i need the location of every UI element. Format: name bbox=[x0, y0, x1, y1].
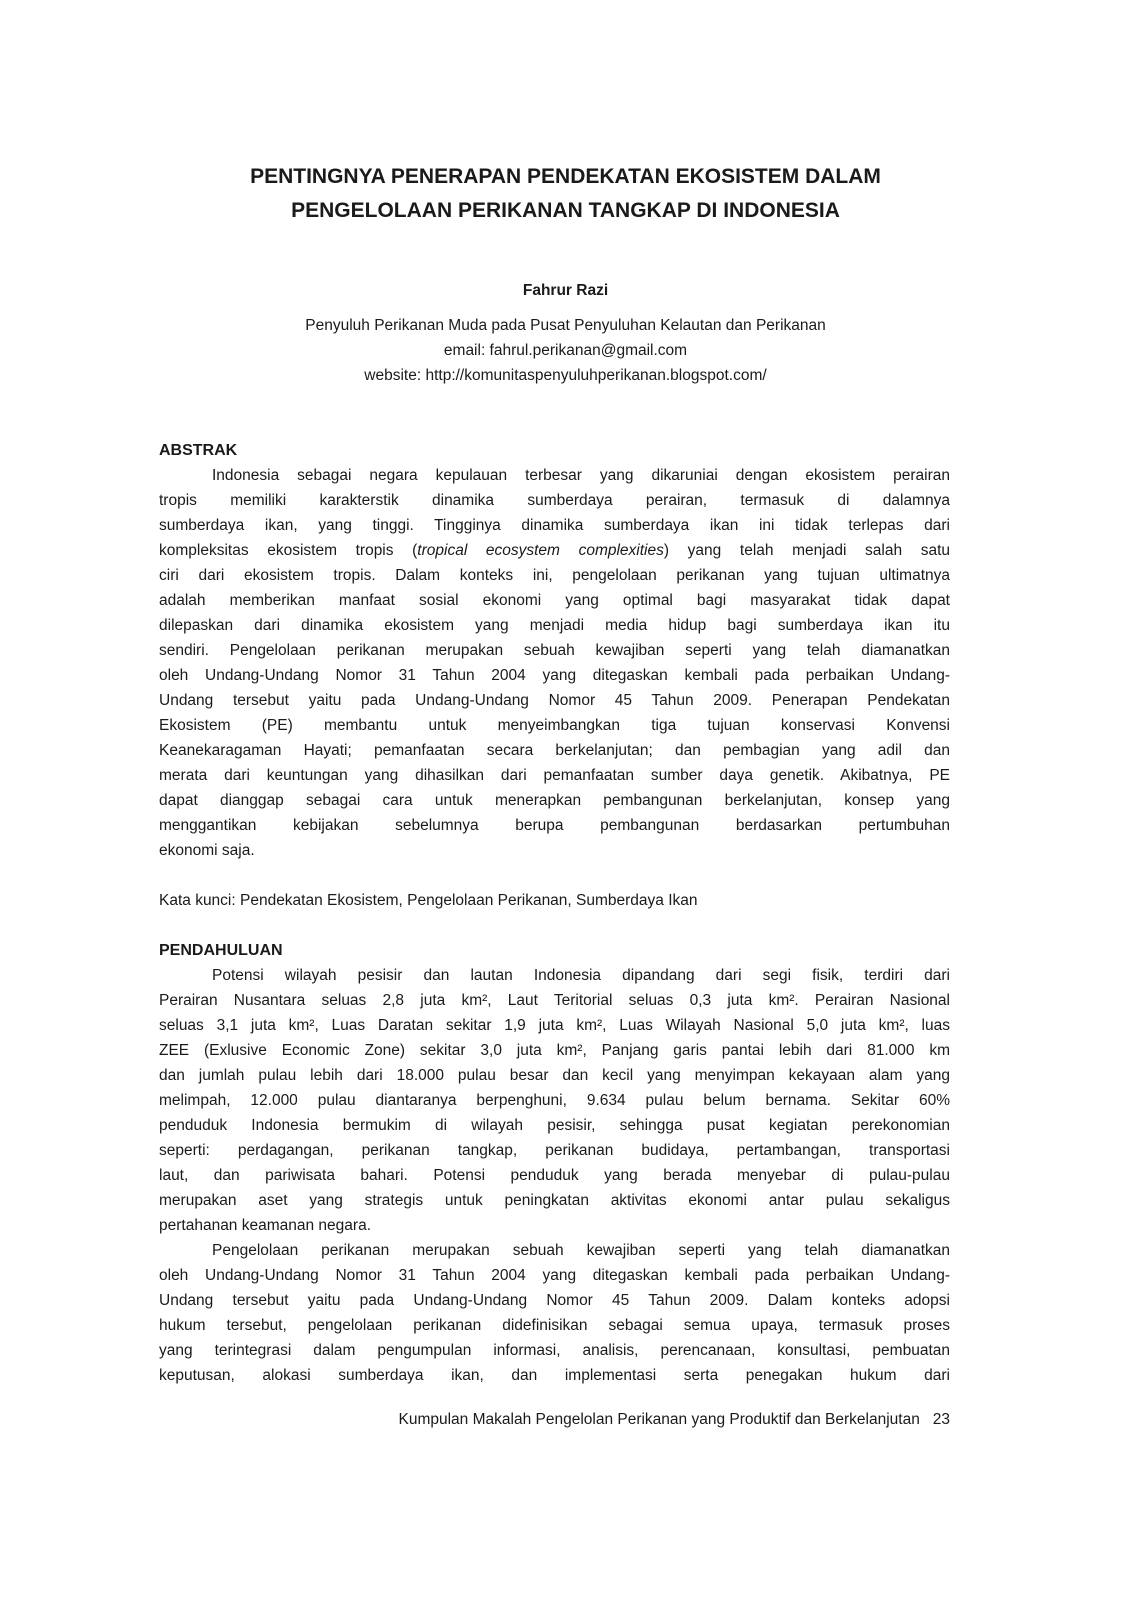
text-line: Indonesia sebagai negara kepulauan terbesar yang dikaruniai dengan ekosistem perairan bbox=[212, 467, 950, 484]
text-segment: ) yang telah menjadi salah satu bbox=[663, 542, 950, 559]
text-line: oleh Undang-Undang Nomor 31 Tahun 2004 yang ditegaskan kembali pada perbaikan Undang- bbox=[159, 1267, 950, 1284]
text-line: merata dari keuntungan yang dihasilkan dari pemanfaatan sumber daya genetik. Akibatnya, PE bbox=[159, 767, 950, 784]
text-line: merupakan aset yang strategis untuk peningkatan aktivitas ekonomi antar pulau sekaligus bbox=[159, 1192, 950, 1209]
text-line: Undang tersebut yaitu pada Undang-Undang Nomor 45 Tahun 2009. Dalam konteks adopsi bbox=[159, 1292, 950, 1309]
text-segment: kompleksitas ekosistem tropis ( bbox=[159, 542, 418, 559]
abstract-section bbox=[159, 438, 950, 863]
text-line: menggantikan kebijakan sebelumnya berupa pembangunan berdasarkan pertumbuhan bbox=[159, 817, 950, 834]
introduction-section bbox=[159, 938, 950, 1388]
text-line: Potensi wilayah pesisir dan lautan Indonesia dipandang dari segi fisik, terdiri dari bbox=[212, 967, 950, 984]
title-line: PENTINGNYA PENERAPAN PENDEKATAN EKOSISTEM DALAM bbox=[250, 165, 881, 188]
abstract-body bbox=[159, 463, 950, 863]
page-number: 23 bbox=[932, 1411, 950, 1428]
text-line: penduduk Indonesia bermukim di wilayah pesisir, sehingga pusat kegiatan perekonomian bbox=[159, 1117, 950, 1134]
author-name: Fahrur Razi bbox=[522, 282, 609, 299]
text-line: hukum tersebut, pengelolaan perikanan didefinisikan sebagai semua upaya, termasuk proses bbox=[159, 1317, 950, 1334]
footer-text: Kumpulan Makalah Pengelolan Perikanan yang Produktif dan Berkelanjutan bbox=[398, 1411, 920, 1428]
text-line: Pengelolaan perikanan merupakan sebuah kewajiban seperti yang telah diamanatkan bbox=[212, 1242, 950, 1259]
text-line: sendiri. Pengelolaan perikanan merupakan sebuah kewajiban seperti yang telah diamanatkan bbox=[159, 642, 950, 659]
text-line: adalah memberikan manfaat sosial ekonomi yang optimal bagi masyarakat tidak dapat bbox=[159, 592, 950, 609]
paper-title bbox=[0, 160, 1131, 228]
keywords: Kata kunci: Pendekatan Ekosistem, Pengelolaan Perikanan, Sumberdaya Ikan bbox=[159, 892, 698, 909]
text-line: dilepaskan dari dinamika ekosistem yang menjadi media hidup bagi sumberdaya ikan itu bbox=[159, 617, 950, 634]
text-line: ZEE (Exlusive Economic Zone) sekitar 3,0 juta km², Panjang garis pantai lebih dari 81.000 km bbox=[159, 1042, 950, 1059]
text-line: ciri dari ekosistem tropis. Dalam konteks ini, pengelolaan perikanan yang tujuan ultimatnya bbox=[159, 567, 950, 584]
text-line: Undang tersebut yaitu pada Undang-Undang Nomor 45 Tahun 2009. Penerapan Pendekatan bbox=[159, 692, 950, 709]
introduction-paragraph-1 bbox=[159, 963, 950, 1238]
title-line: PENGELOLAAN PERIKANAN TANGKAP DI INDONESIA bbox=[291, 199, 840, 222]
text-line: oleh Undang-Undang Nomor 31 Tahun 2004 yang ditegaskan kembali pada perbaikan Undang- bbox=[159, 667, 950, 684]
text-line: laut, dan pariwisata bahari. Potensi penduduk yang berada menyebar di pulau-pulau bbox=[159, 1167, 950, 1184]
introduction-heading: PENDAHULUAN bbox=[159, 942, 283, 959]
page-footer bbox=[283, 1407, 950, 1432]
text-line: dapat dianggap sebagai cara untuk menerapkan pembangunan berkelanjutan, konsep yang bbox=[159, 792, 950, 809]
text-line: Ekosistem (PE) membantu untuk menyeimbangkan tiga tujuan konservasi Konvensi bbox=[159, 717, 950, 734]
author-email: email: fahrul.perikanan@gmail.com bbox=[443, 342, 688, 359]
text-line: dan jumlah pulau lebih dari 18.000 pulau besar dan kecil yang menyimpan kekayaan alam yang bbox=[159, 1067, 950, 1084]
text-line: Perairan Nusantara seluas 2,8 juta km², Laut Teritorial seluas 0,3 juta km². Perairan Nasional bbox=[159, 992, 950, 1009]
author-affiliation: Penyuluh Perikanan Muda pada Pusat Penyuluhan Kelautan dan Perikanan bbox=[305, 317, 826, 334]
text-line: seperti: perdagangan, perikanan tangkap, perikanan budidaya, pertambangan, transportasi bbox=[159, 1142, 950, 1159]
abstract-heading: ABSTRAK bbox=[159, 442, 238, 459]
text-line: Keanekaragaman Hayati; pemanfaatan secara berkelanjutan; dan pembagian yang adil dan bbox=[159, 742, 950, 759]
text-line: pertahanan keamanan negara. bbox=[159, 1217, 371, 1234]
italic-term: tropical ecosystem complexities bbox=[417, 542, 664, 559]
text-line: keputusan, alokasi sumberdaya ikan, dan implementasi serta penegakan hukum dari bbox=[159, 1367, 950, 1384]
text-line: sumberdaya ikan, yang tinggi. Tingginya dinamika sumberdaya ikan ini tidak terlepas dari bbox=[159, 517, 950, 534]
text-line: ekonomi saja. bbox=[159, 842, 255, 859]
text-line: tropis memiliki karakterstik dinamika sumberdaya perairan, termasuk di dalamnya bbox=[159, 492, 950, 509]
text-line bbox=[159, 538, 950, 563]
introduction-paragraph-2 bbox=[159, 1238, 950, 1388]
author-website: website: http://komunitaspenyuluhperikanan.blogspot.com/ bbox=[364, 367, 767, 384]
text-line: seluas 3,1 juta km², Luas Daratan sekitar 1,9 juta km², Luas Wilayah Nasional 5,0 juta km², luas bbox=[159, 1017, 950, 1034]
text-line: melimpah, 12.000 pulau diantaranya berpenghuni, 9.634 pulau belum bernama. Sekitar 60% bbox=[159, 1092, 950, 1109]
text-line: yang terintegrasi dalam pengumpulan informasi, analisis, perencanaan, konsultasi, pembuatan bbox=[159, 1342, 950, 1359]
